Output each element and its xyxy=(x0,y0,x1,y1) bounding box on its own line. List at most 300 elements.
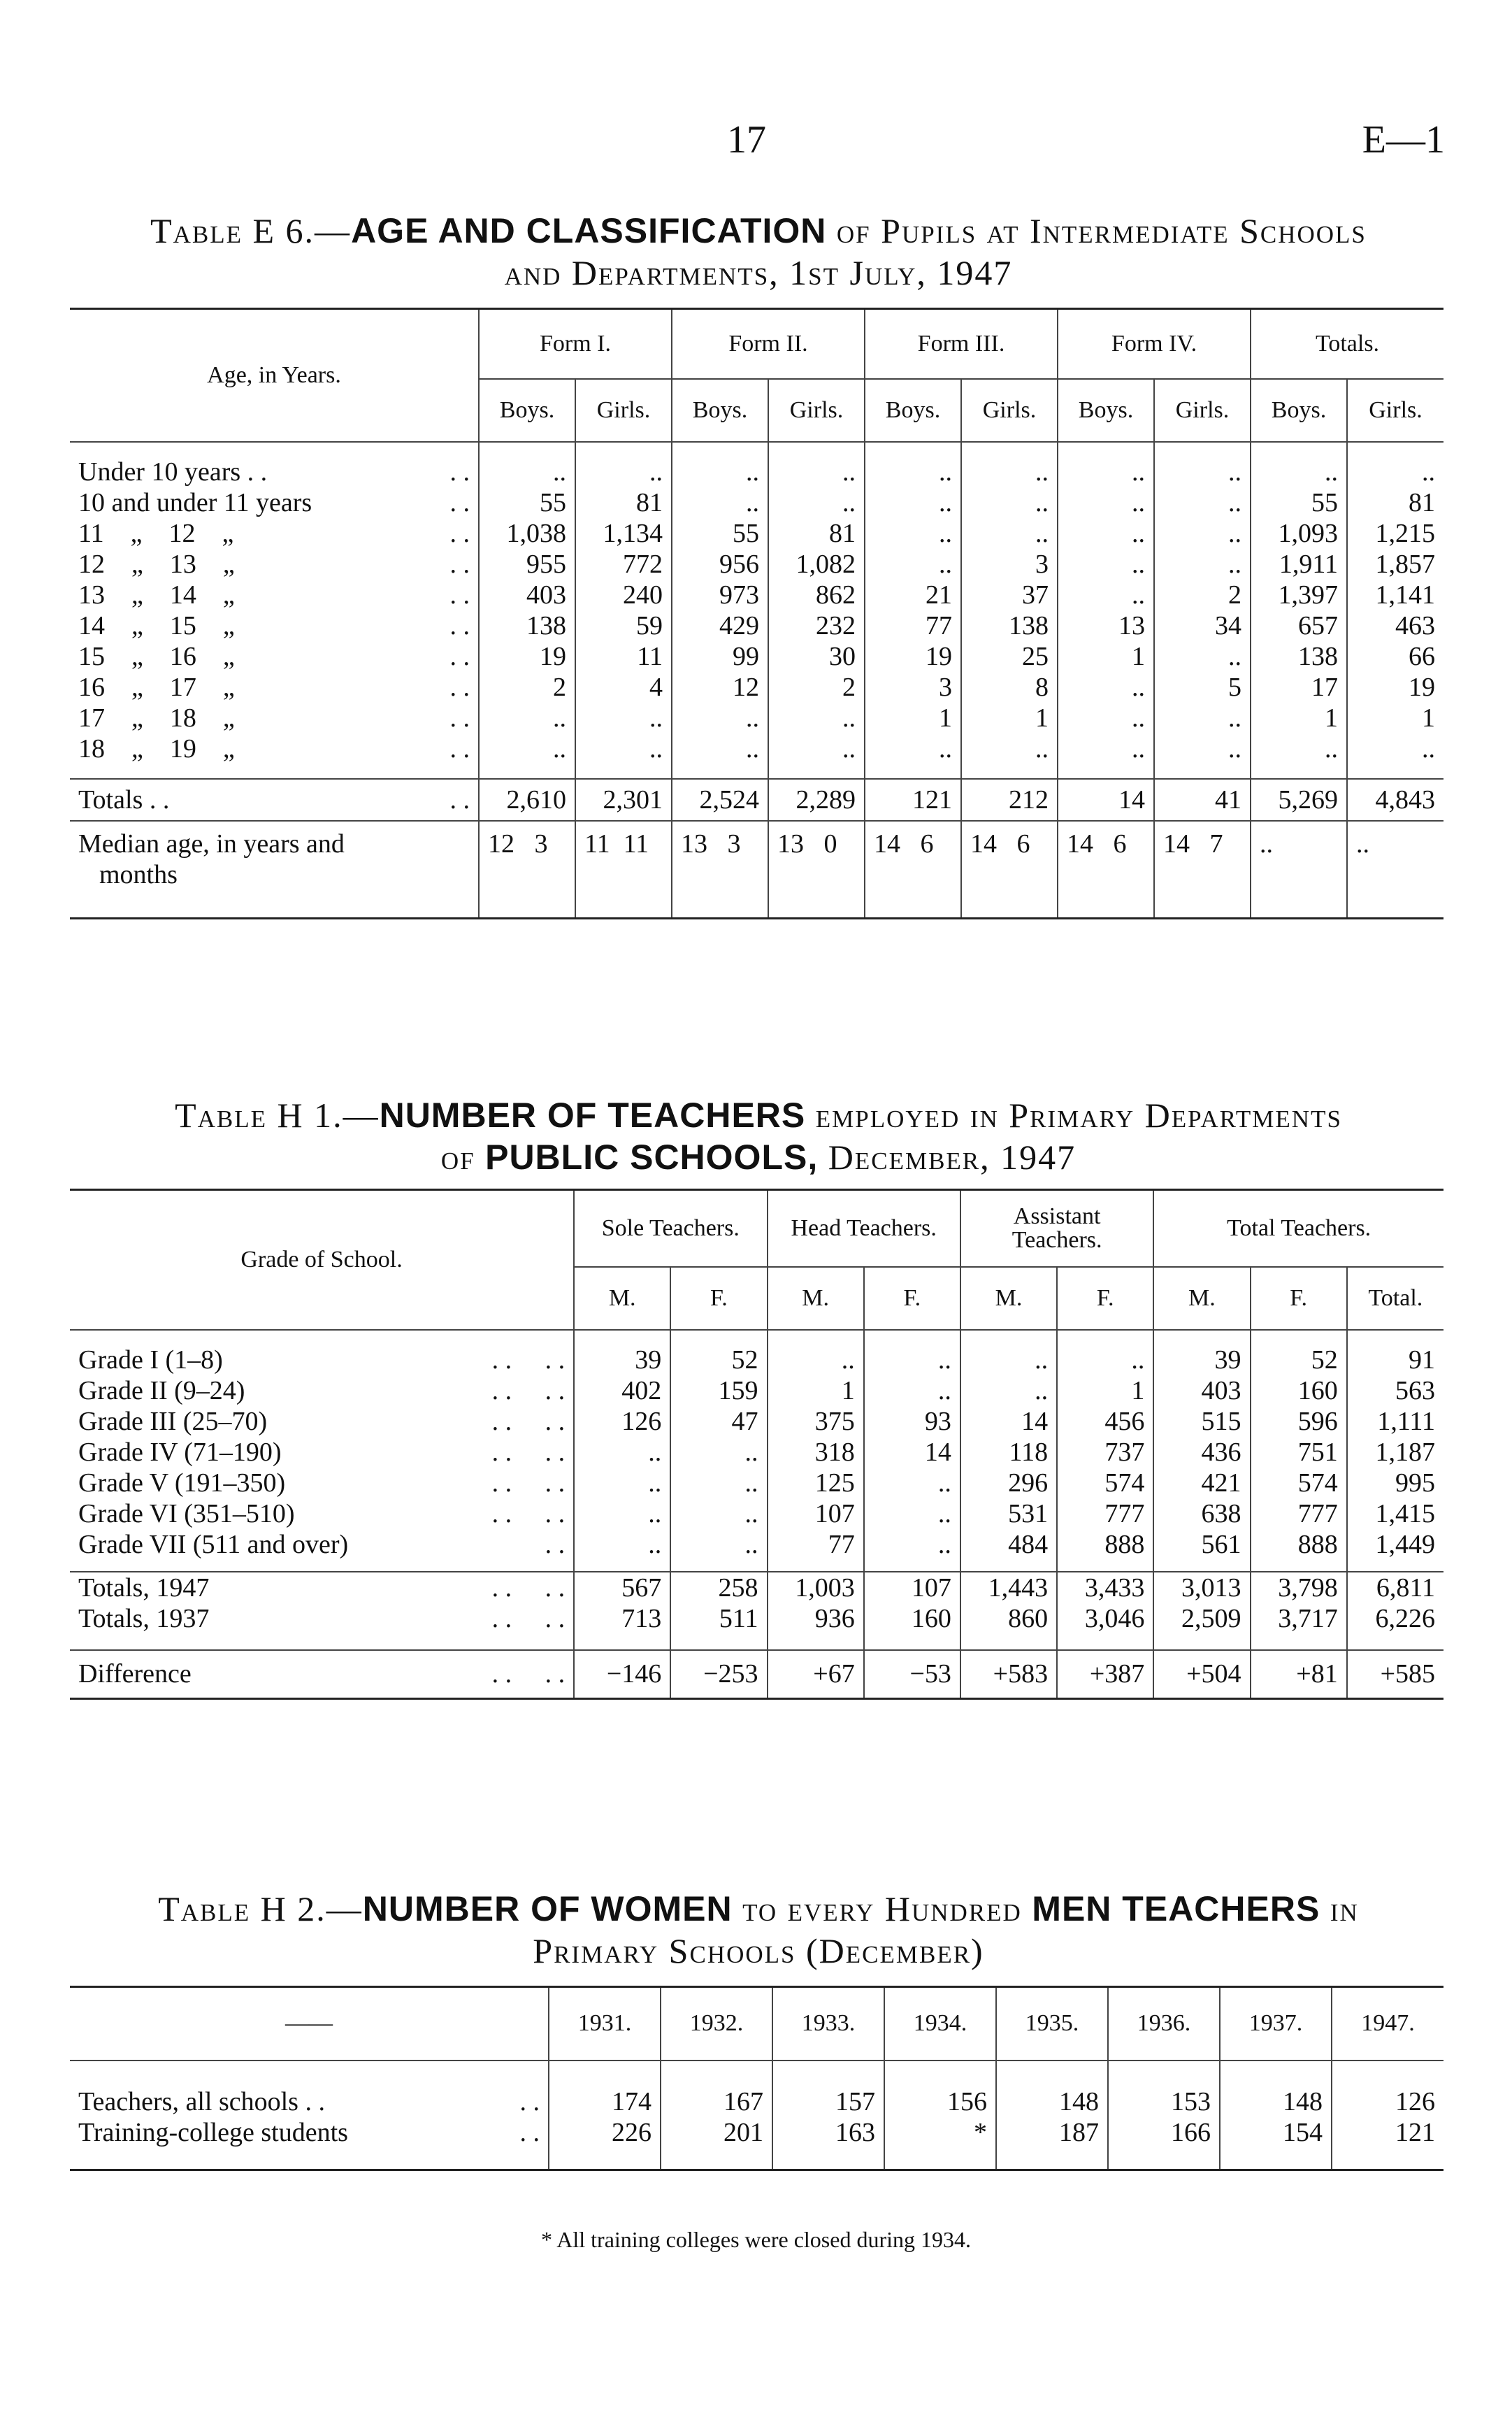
row-label xyxy=(70,518,479,549)
spacer-cell xyxy=(884,2061,996,2086)
table-cell: 638 xyxy=(1153,1498,1250,1529)
leader-dots: . . xyxy=(449,580,470,610)
spacer-cell xyxy=(996,2061,1108,2086)
row-label xyxy=(70,610,479,641)
table-cell: 107 xyxy=(864,1572,960,1603)
table-row xyxy=(70,1437,1443,1468)
table-cell: .. xyxy=(1154,641,1251,672)
row-label-text: Grade V (191–350) xyxy=(78,1468,286,1498)
table-row xyxy=(70,1603,1443,1634)
table-cell: .. xyxy=(865,549,961,580)
table-cell: 1 xyxy=(865,703,961,733)
spacer-cell xyxy=(1108,2148,1220,2170)
table-cell: 81 xyxy=(1347,487,1443,518)
table-cell: .. xyxy=(1154,457,1251,487)
row-label xyxy=(70,1468,574,1498)
table-cell: 13 xyxy=(1058,610,1154,641)
table-cell: .. xyxy=(1347,821,1443,919)
table-h2 xyxy=(70,1986,1443,2171)
table-cell: 66 xyxy=(1347,641,1443,672)
table-cell: 14 xyxy=(1058,779,1154,821)
table-cell: 148 xyxy=(1220,2086,1332,2117)
table-cell: .. xyxy=(670,1498,767,1529)
table-cell: 52 xyxy=(1251,1345,1347,1375)
table-h1 xyxy=(70,1189,1443,1700)
spacer-row xyxy=(70,1634,1443,1650)
spacer-cell xyxy=(70,1560,574,1572)
table-cell: 1,857 xyxy=(1347,549,1443,580)
table-cell: 574 xyxy=(1057,1468,1153,1498)
table-row xyxy=(70,703,1443,733)
table-cell: 3 xyxy=(961,549,1058,580)
table-cell: 34 xyxy=(1154,610,1251,641)
row-label-text: 15 „ 16 „ xyxy=(78,641,235,671)
sub-header: F. xyxy=(1251,1267,1347,1330)
table-cell: 2,289 xyxy=(768,779,865,821)
row-label-text: months xyxy=(99,859,178,889)
spacer-row xyxy=(70,2061,1443,2086)
table-cell: 47 xyxy=(670,1406,767,1437)
table-cell: 21 xyxy=(865,580,961,610)
table-cell: 8 xyxy=(961,672,1058,703)
spacer-cell xyxy=(1154,442,1251,457)
table-cell: 511 xyxy=(670,1603,767,1634)
sub-header: M. xyxy=(768,1267,864,1330)
table-cell: 138 xyxy=(479,610,575,641)
table-cell: 772 xyxy=(575,549,672,580)
table-cell: .. xyxy=(864,1375,960,1406)
table-cell: 2,301 xyxy=(575,779,672,821)
leader-dots: . . . . xyxy=(491,1406,566,1436)
table-cell: 77 xyxy=(865,610,961,641)
row-label xyxy=(70,1498,574,1529)
table-cell: 174 xyxy=(549,2086,661,2117)
table-row xyxy=(70,1529,1443,1560)
row-label xyxy=(70,1603,574,1634)
table-row xyxy=(70,1650,1443,1699)
table-cell: 2,509 xyxy=(1153,1603,1250,1634)
table-cell: 14 xyxy=(864,1437,960,1468)
row-label-text: Totals . . xyxy=(78,784,170,815)
table-cell: 11 11 xyxy=(575,821,672,919)
table-cell: −146 xyxy=(574,1650,670,1699)
table-cell: .. xyxy=(865,487,961,518)
table-cell: 1,038 xyxy=(479,518,575,549)
table-cell: 1 xyxy=(1058,641,1154,672)
row-label-text: Totals, 1947 xyxy=(78,1572,210,1603)
table-cell: 39 xyxy=(574,1345,670,1375)
page-number: 17 xyxy=(727,118,766,162)
sub-header: F. xyxy=(670,1267,767,1330)
table-cell: .. xyxy=(768,1345,864,1375)
table-cell: 81 xyxy=(768,518,865,549)
table-cell: 55 xyxy=(672,518,768,549)
table-row xyxy=(70,1345,1443,1375)
document-code: E—1 xyxy=(1362,118,1445,162)
table-row xyxy=(70,641,1443,672)
table-cell: 52 xyxy=(670,1345,767,1375)
table-cell: .. xyxy=(574,1437,670,1468)
table-cell: 14 6 xyxy=(865,821,961,919)
table-cell: 3,798 xyxy=(1251,1572,1347,1603)
spacer-cell xyxy=(772,2148,884,2170)
spacer-cell xyxy=(574,1634,670,1650)
spacer-cell xyxy=(574,1330,670,1345)
spacer-cell xyxy=(661,2148,772,2170)
sub-header: Total. xyxy=(1347,1267,1443,1330)
spacer-cell xyxy=(672,764,768,779)
row-label xyxy=(70,733,479,764)
table-cell: 1 xyxy=(1251,703,1347,733)
row-label xyxy=(70,1406,574,1437)
table-cell: 436 xyxy=(1153,1437,1250,1468)
table-h1-caption: Table H 1.—NUMBER OF TEACHERS employed in Primary Departments of PUBLIC SCHOOLS, December, 1947 xyxy=(175,1096,1342,1177)
table-cell: 936 xyxy=(768,1603,864,1634)
leader-dots: . . . . xyxy=(491,1468,566,1498)
stub-header: —— xyxy=(285,2010,333,2037)
table-cell: 30 xyxy=(768,641,865,672)
table-cell: 3,433 xyxy=(1057,1572,1153,1603)
table-cell: 156 xyxy=(884,2086,996,2117)
table-cell: 2,610 xyxy=(479,779,575,821)
spacer-cell xyxy=(768,1330,864,1345)
table-cell: 2 xyxy=(479,672,575,703)
spacer-cell xyxy=(1332,2061,1443,2086)
table-row xyxy=(70,1468,1443,1498)
sub-header: F. xyxy=(1057,1267,1153,1330)
spacer-cell xyxy=(960,1560,1057,1572)
table-cell: .. xyxy=(865,457,961,487)
spacer-cell xyxy=(960,1634,1057,1650)
table-row xyxy=(70,518,1443,549)
sub-header: Boys. xyxy=(1058,379,1154,442)
table-cell: −53 xyxy=(864,1650,960,1699)
group-header: Totals. xyxy=(1251,309,1443,379)
table-cell: 160 xyxy=(1251,1375,1347,1406)
leader-dots: . . xyxy=(449,610,470,640)
leader-dots: . . xyxy=(449,457,470,487)
spacer-row xyxy=(70,1330,1443,1345)
footnote: * All training colleges were closed during 1934. xyxy=(541,2227,971,2252)
spacer-cell xyxy=(1153,1330,1250,1345)
table-cell: 232 xyxy=(768,610,865,641)
table-cell: 4 xyxy=(575,672,672,703)
table-cell: .. xyxy=(864,1468,960,1498)
table-cell: 574 xyxy=(1251,1468,1347,1498)
table-cell: 14 xyxy=(960,1406,1057,1437)
table-cell: * xyxy=(884,2117,996,2148)
table-cell: 956 xyxy=(672,549,768,580)
sub-header: Boys. xyxy=(479,379,575,442)
table-h2-caption: Table H 2.—NUMBER OF WOMEN to every Hundred MEN TEACHERS in Primary Schools (December) xyxy=(158,1889,1359,1970)
spacer-cell xyxy=(864,1330,960,1345)
table-cell: 125 xyxy=(768,1468,864,1498)
leader-dots: . . . . xyxy=(491,1572,566,1603)
table-cell: 13 3 xyxy=(672,821,768,919)
year-header: 1935. xyxy=(996,1987,1108,2061)
spacer-cell xyxy=(1347,1560,1443,1572)
table-cell: 77 xyxy=(768,1529,864,1560)
table-cell: .. xyxy=(670,1529,767,1560)
leader-dots: . . xyxy=(449,549,470,579)
table-cell: 888 xyxy=(1251,1529,1347,1560)
leader-dots: . . . . xyxy=(491,1659,566,1689)
spacer-cell xyxy=(575,442,672,457)
table-cell: 3,046 xyxy=(1057,1603,1153,1634)
group-header: Head Teachers. xyxy=(768,1190,960,1267)
row-label xyxy=(70,1572,574,1603)
table-cell: 154 xyxy=(1220,2117,1332,2148)
spacer-cell xyxy=(549,2148,661,2170)
table-cell: 973 xyxy=(672,580,768,610)
row-label-text: Grade VII (511 and over) xyxy=(78,1529,349,1559)
table-cell: 1,111 xyxy=(1347,1406,1443,1437)
table-cell: .. xyxy=(1251,457,1347,487)
row-label xyxy=(70,457,479,487)
table-cell: .. xyxy=(670,1468,767,1498)
table-cell: +67 xyxy=(768,1650,864,1699)
table-cell: 17 xyxy=(1251,672,1347,703)
page-header xyxy=(0,117,1512,173)
table-cell: .. xyxy=(1058,580,1154,610)
group-header: Form III. xyxy=(865,309,1058,379)
leader-dots: . . . . xyxy=(491,1437,566,1467)
table-row xyxy=(70,610,1443,641)
table-cell: 403 xyxy=(1153,1375,1250,1406)
table-cell: .. xyxy=(1058,487,1154,518)
sub-header: M. xyxy=(1153,1267,1250,1330)
spacer-cell xyxy=(1153,1634,1250,1650)
leader-dots: . . xyxy=(449,703,470,733)
table-cell: 1,093 xyxy=(1251,518,1347,549)
sub-header: Boys. xyxy=(672,379,768,442)
table-cell: .. xyxy=(960,1375,1057,1406)
row-label-text: Grade IV (71–190) xyxy=(78,1437,282,1467)
year-header: 1931. xyxy=(549,1987,661,2061)
spacer-cell xyxy=(1251,1634,1347,1650)
year-header: 1947. xyxy=(1332,1987,1443,2061)
table-row xyxy=(70,733,1443,764)
table-cell: .. xyxy=(865,733,961,764)
row-label-text: 16 „ 17 „ xyxy=(78,672,235,702)
spacer-cell xyxy=(884,2148,996,2170)
table-cell: 403 xyxy=(479,580,575,610)
group-header: Total Teachers. xyxy=(1153,1190,1443,1267)
table-cell: 1,397 xyxy=(1251,580,1347,610)
spacer-cell xyxy=(670,1634,767,1650)
table-cell: 12 xyxy=(672,672,768,703)
table-cell: 167 xyxy=(661,2086,772,2117)
group-header: Assistant Teachers. xyxy=(960,1190,1153,1267)
table-cell: 2,524 xyxy=(672,779,768,821)
table-cell: .. xyxy=(768,487,865,518)
table-cell: 3 xyxy=(865,672,961,703)
table-cell: 4,843 xyxy=(1347,779,1443,821)
table-cell: .. xyxy=(768,703,865,733)
table-cell: 6,811 xyxy=(1347,1572,1443,1603)
table-cell: 777 xyxy=(1057,1498,1153,1529)
spacer-cell xyxy=(865,442,961,457)
table-cell: 118 xyxy=(960,1437,1057,1468)
table-cell: 91 xyxy=(1347,1345,1443,1375)
leader-dots: . . . . xyxy=(491,1603,566,1633)
table-cell: 12 3 xyxy=(479,821,575,919)
row-label xyxy=(70,703,479,733)
row-label-text: Median age, in years and xyxy=(78,829,345,859)
table-cell: 1 xyxy=(1057,1375,1153,1406)
table-cell: 212 xyxy=(961,779,1058,821)
table-cell: .. xyxy=(768,457,865,487)
table-row xyxy=(70,1498,1443,1529)
table-cell: 860 xyxy=(960,1603,1057,1634)
sub-header: F. xyxy=(864,1267,960,1330)
spacer-cell xyxy=(1220,2061,1332,2086)
spacer-cell xyxy=(865,764,961,779)
spacer-cell xyxy=(1347,442,1443,457)
table-cell: .. xyxy=(865,518,961,549)
table-cell: 777 xyxy=(1251,1498,1347,1529)
row-label xyxy=(70,2117,549,2148)
spacer-cell xyxy=(574,1560,670,1572)
table-cell: 429 xyxy=(672,610,768,641)
spacer-cell xyxy=(864,1634,960,1650)
spacer-cell xyxy=(1057,1330,1153,1345)
table-cell: 226 xyxy=(549,2117,661,2148)
table-cell: 93 xyxy=(864,1406,960,1437)
table-cell: 5 xyxy=(1154,672,1251,703)
table-cell: 153 xyxy=(1108,2086,1220,2117)
table-cell: 39 xyxy=(1153,1345,1250,1375)
sub-header: Boys. xyxy=(865,379,961,442)
stub-header: Age, in Years. xyxy=(207,361,341,388)
table-cell: .. xyxy=(1347,733,1443,764)
leader-dots: . . xyxy=(449,672,470,702)
table-cell: 995 xyxy=(1347,1468,1443,1498)
table-cell: 563 xyxy=(1347,1375,1443,1406)
leader-dots: . . xyxy=(449,784,470,815)
table-cell: 41 xyxy=(1154,779,1251,821)
sub-header: M. xyxy=(574,1267,670,1330)
row-label-text: 17 „ 18 „ xyxy=(78,703,235,733)
year-header: 1933. xyxy=(772,1987,884,2061)
table-cell: 99 xyxy=(672,641,768,672)
table-cell: 107 xyxy=(768,1498,864,1529)
spacer-cell xyxy=(70,442,479,457)
table-cell: .. xyxy=(1154,733,1251,764)
table-cell: .. xyxy=(961,518,1058,549)
table-cell: 456 xyxy=(1057,1406,1153,1437)
spacer-cell xyxy=(549,2061,661,2086)
table-cell: 59 xyxy=(575,610,672,641)
table-cell: 55 xyxy=(1251,487,1347,518)
table-cell: .. xyxy=(1058,518,1154,549)
spacer-cell xyxy=(961,442,1058,457)
leader-dots: . . xyxy=(449,518,470,548)
row-label-text: Grade I (1–8) xyxy=(78,1345,223,1375)
table-cell: .. xyxy=(479,457,575,487)
table-cell: 737 xyxy=(1057,1437,1153,1468)
table-cell: 121 xyxy=(865,779,961,821)
row-label xyxy=(70,672,479,703)
table-cell: 148 xyxy=(996,2086,1108,2117)
table-cell: 126 xyxy=(1332,2086,1443,2117)
sub-header: Girls. xyxy=(961,379,1058,442)
leader-dots: . . . . xyxy=(491,1375,566,1405)
table-cell: 14 7 xyxy=(1154,821,1251,919)
leader-dots: . . xyxy=(449,733,470,764)
leader-dots: . . xyxy=(449,641,470,671)
table-cell: 3,013 xyxy=(1153,1572,1250,1603)
table-cell: 2 xyxy=(1154,580,1251,610)
leader-dots: . . xyxy=(449,487,470,517)
table-cell: 2 xyxy=(768,672,865,703)
table-cell: .. xyxy=(479,703,575,733)
leader-dots: . . . . xyxy=(491,1345,566,1375)
row-label-text: 12 „ 13 „ xyxy=(78,549,235,579)
row-label-text: Grade II (9–24) xyxy=(78,1375,245,1405)
table-cell: 258 xyxy=(670,1572,767,1603)
row-label xyxy=(70,580,479,610)
table-cell: 561 xyxy=(1153,1529,1250,1560)
table-cell: 955 xyxy=(479,549,575,580)
spacer-cell xyxy=(768,442,865,457)
table-cell: 11 xyxy=(575,641,672,672)
table-cell: 19 xyxy=(1347,672,1443,703)
leader-dots: . . . . xyxy=(491,1498,566,1528)
table-cell: 318 xyxy=(768,1437,864,1468)
table-cell: 81 xyxy=(575,487,672,518)
spacer-row xyxy=(70,764,1443,779)
spacer-cell xyxy=(672,442,768,457)
table-row xyxy=(70,1572,1443,1603)
spacer-cell xyxy=(996,2148,1108,2170)
spacer-cell xyxy=(670,1560,767,1572)
table-cell: .. xyxy=(670,1437,767,1468)
row-label-text: Training-college students xyxy=(78,2117,348,2147)
row-label-text: Totals, 1937 xyxy=(78,1603,210,1633)
table-cell: 138 xyxy=(961,610,1058,641)
table-cell: .. xyxy=(960,1345,1057,1375)
table-cell: .. xyxy=(864,1498,960,1529)
table-cell: .. xyxy=(864,1529,960,1560)
table-cell: 163 xyxy=(772,2117,884,2148)
table-cell: 166 xyxy=(1108,2117,1220,2148)
median-row xyxy=(70,821,1443,919)
table-cell: .. xyxy=(1154,549,1251,580)
table-row xyxy=(70,2117,1443,2148)
table-cell: 3,717 xyxy=(1251,1603,1347,1634)
table-cell: 138 xyxy=(1251,641,1347,672)
table-cell: .. xyxy=(574,1498,670,1529)
spacer-cell xyxy=(768,1634,864,1650)
table-cell: .. xyxy=(1251,733,1347,764)
spacer-cell xyxy=(70,2148,549,2170)
table-cell: .. xyxy=(1154,518,1251,549)
row-label xyxy=(70,821,479,919)
spacer-cell xyxy=(479,764,575,779)
spacer-cell xyxy=(1251,1560,1347,1572)
table-row xyxy=(70,672,1443,703)
table-cell: 888 xyxy=(1057,1529,1153,1560)
row-label-text: Under 10 years . . xyxy=(78,457,268,487)
table-cell: 375 xyxy=(768,1406,864,1437)
row-label xyxy=(70,1375,574,1406)
table-row xyxy=(70,2086,1443,2117)
row-label xyxy=(70,1437,574,1468)
table-cell: 160 xyxy=(864,1603,960,1634)
table-cell: 1,082 xyxy=(768,549,865,580)
table-cell: 240 xyxy=(575,580,672,610)
